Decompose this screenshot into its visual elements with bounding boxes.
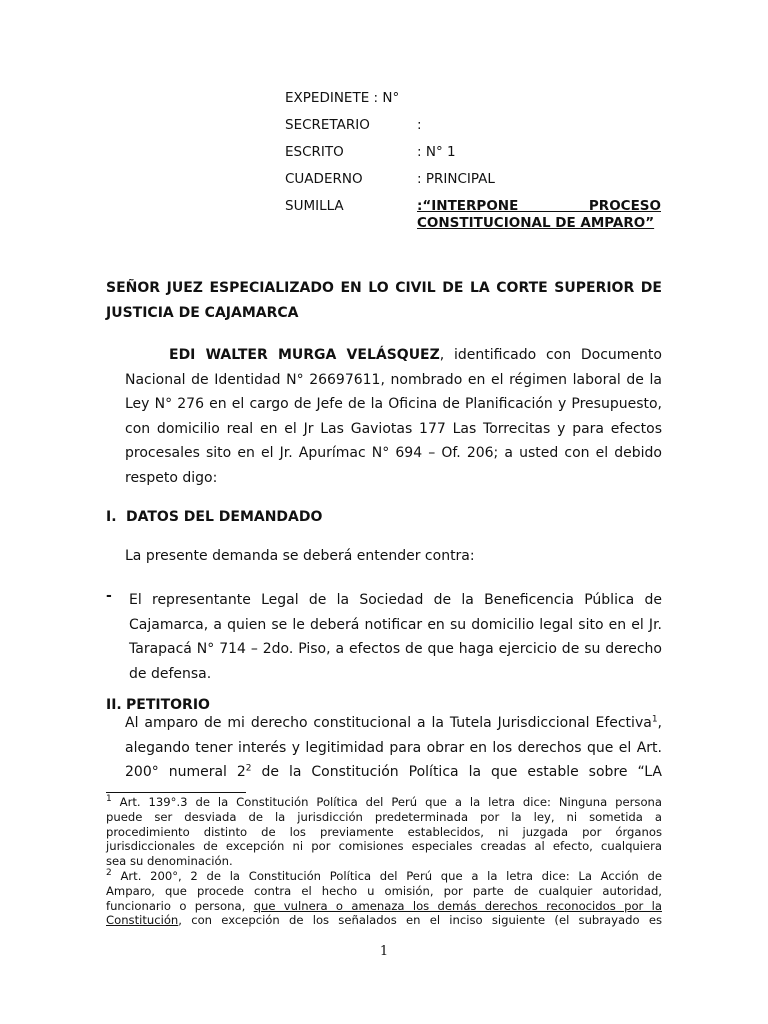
header-row-sumilla bbox=[285, 198, 665, 231]
header-label: ESCRITO bbox=[285, 144, 344, 160]
petitorio-text: de la Constitución Política la que estable sobre “LA bbox=[251, 764, 662, 781]
footnote-line bbox=[106, 795, 662, 810]
contra-text: La presente demanda se deberá entender contra: bbox=[125, 548, 475, 564]
footnote-line bbox=[106, 899, 662, 914]
footnote-line: jurisdiccionales de excepción ni por comisiones especiales creadas al efecto, cualquiera bbox=[106, 839, 662, 854]
footnote-line: sea su denominación. bbox=[106, 854, 233, 869]
page-number: 1 bbox=[379, 944, 389, 959]
addressee-heading bbox=[106, 276, 662, 326]
header-value: : PRINCIPAL bbox=[417, 171, 495, 187]
footnotes bbox=[106, 795, 662, 928]
footnote-text: Art. 139°.3 de la Constitución Política del Perú que a la letra dice: Ninguna persona bbox=[111, 795, 662, 809]
sumilla-value bbox=[417, 198, 661, 232]
footnote-text: Art. 200°, 2 de la Constitución Política del Perú que a la letra dice: La Acción de bbox=[111, 868, 662, 883]
intro-text: , identificado con Documento bbox=[439, 347, 662, 363]
petitorio-text: Al amparo de mi derecho constitucional a la Tutela Jurisdiccional Efectiva bbox=[125, 715, 652, 731]
section-heading-demandado bbox=[106, 509, 322, 525]
bullet-line: El representante Legal de la Sociedad de la Beneficencia Pública de bbox=[129, 592, 662, 608]
petitorio-text: , bbox=[657, 715, 662, 731]
addressee-line: JUSTICIA DE CAJAMARCA bbox=[106, 305, 299, 321]
intro-line: Ley N° 276 en el cargo de Jefe de la Oficina de Planificación y Presupuesto, bbox=[125, 396, 662, 413]
footnote-text: , con excepción de los señalados en el inciso siguiente (el subrayado es bbox=[178, 913, 662, 928]
footnote-line: procedimiento distinto de los previamente establecidos, ni juzgada por órganos bbox=[106, 824, 662, 839]
header-value: : bbox=[417, 117, 422, 133]
intro-line: respeto digo: bbox=[125, 469, 218, 486]
sumilla-line: CONSTITUCIONAL DE AMPARO” bbox=[417, 215, 655, 231]
case-header bbox=[285, 90, 665, 231]
header-row-escrito bbox=[285, 144, 665, 171]
section-title: DATOS DEL DEMANDADO bbox=[126, 509, 323, 525]
intro-line: Nacional de Identidad N° 26697611, nombrado en el régimen laboral de la bbox=[125, 371, 662, 388]
intro-line: procesales sito en el Jr. Apurímac N° 694 – Of. 206; a usted con el debido bbox=[125, 445, 662, 462]
plaintiff-name: EDI WALTER MURGA VELÁSQUEZ bbox=[169, 347, 440, 363]
footnote-text: funcionario o persona, bbox=[106, 898, 254, 913]
footnote-line: Amparo, que procede contra el hecho u omisión, por parte de cualquier autoridad, bbox=[106, 883, 662, 898]
footnote-marker: 1 bbox=[106, 794, 112, 805]
header-label: SUMILLA bbox=[285, 198, 344, 214]
petitorio-line bbox=[125, 760, 662, 785]
footnote-line bbox=[106, 913, 662, 928]
petitorio-line: alegando tener interés y legitimidad para obrar en los derechos que el Art. bbox=[125, 739, 662, 756]
section-number: II. bbox=[106, 697, 122, 713]
header-row-expediente bbox=[285, 90, 665, 117]
footnote-underlined-text: que vulnera o amenaza los demás derechos reconocidos por la bbox=[253, 898, 662, 913]
bullet-line: Tarapacá N° 714 – 2do. Piso, a efectos de que haga ejercicio de su derecho bbox=[129, 641, 662, 658]
header-row-secretario bbox=[285, 117, 665, 144]
intro-line: con domicilio real en el Jr Las Gaviotas 177 Las Torrecitas y para efectos bbox=[125, 420, 662, 437]
intro-paragraph bbox=[125, 343, 662, 491]
footnote-ref[interactable]: 2 bbox=[245, 763, 252, 774]
petitorio-line bbox=[125, 711, 662, 736]
header-label: CUADERNO bbox=[285, 171, 363, 187]
bullet-paragraph bbox=[129, 588, 662, 686]
footnote-line: puede ser desviada de la jurisdicción predeterminada por la ley, ni sometida a bbox=[106, 809, 662, 824]
sumilla-line: :“INTERPONE PROCESO bbox=[417, 198, 661, 214]
bullet-marker: - bbox=[106, 588, 112, 604]
header-value: : N° 1 bbox=[417, 144, 456, 160]
petitorio-text: 200° numeral 2 bbox=[125, 764, 246, 781]
addressee-line: SEÑOR JUEZ ESPECIALIZADO EN LO CIVIL DE LA CORTE SUPERIOR DE bbox=[106, 280, 662, 296]
bullet-line: Cajamarca, a quien se le deberá notificar en su domicilio legal sito en el Jr. bbox=[129, 616, 662, 633]
header-label: SECRETARIO bbox=[285, 117, 370, 133]
footnote-marker: 2 bbox=[106, 868, 112, 879]
footnote-underlined-text: Constitución bbox=[106, 913, 179, 928]
footnote-line bbox=[106, 869, 662, 884]
footnote-ref[interactable]: 1 bbox=[651, 714, 658, 725]
section-title: PETITORIO bbox=[126, 697, 210, 713]
footnote-separator bbox=[106, 792, 246, 793]
petitorio-paragraph bbox=[125, 711, 662, 785]
header-label: EXPEDINETE : N° bbox=[285, 90, 400, 106]
bullet-line: de defensa. bbox=[129, 665, 212, 682]
header-row-cuaderno bbox=[285, 171, 665, 198]
section-number: I. bbox=[106, 509, 117, 525]
intro-line bbox=[125, 343, 662, 368]
